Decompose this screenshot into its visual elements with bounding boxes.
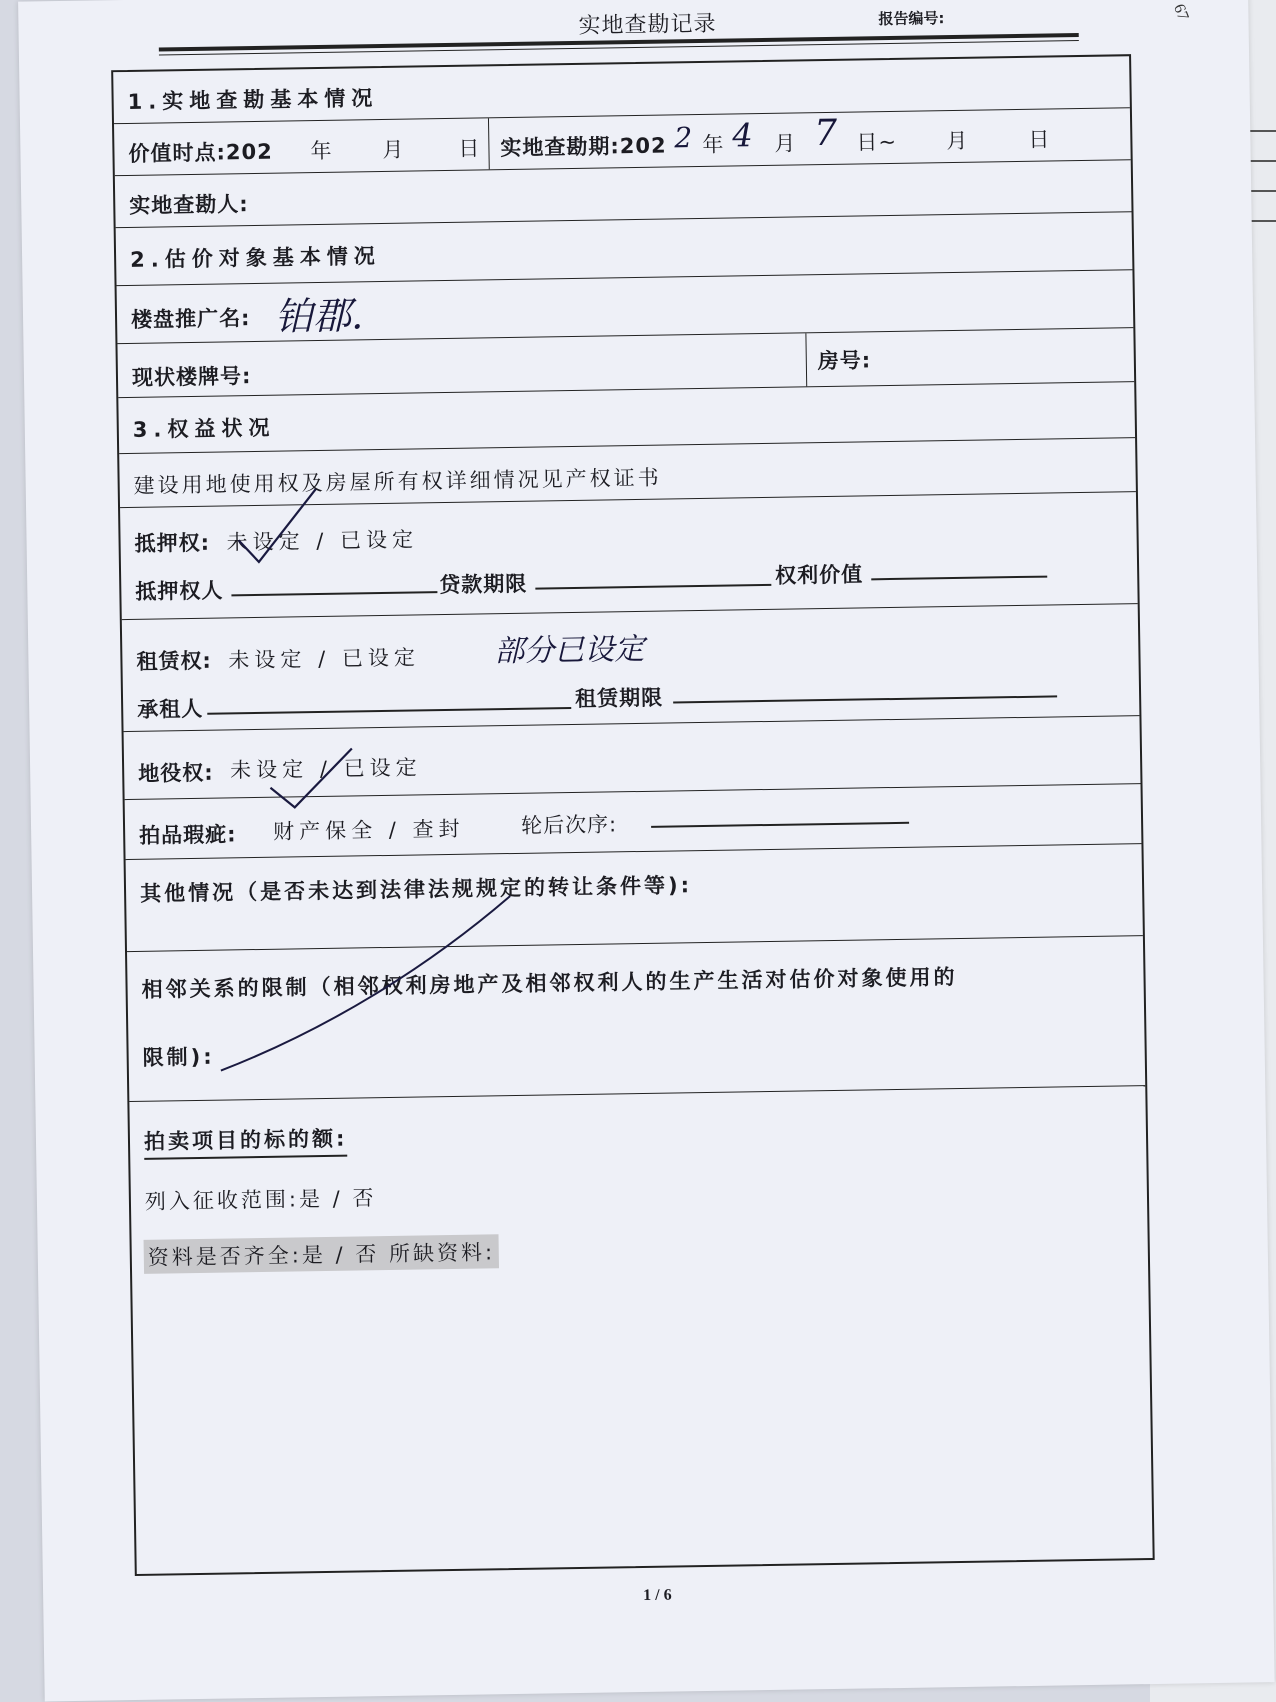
section-2-title: 2.估价对象基本情况 <box>129 243 381 272</box>
auction-target-label: 拍卖项目的标的额: <box>144 1123 348 1160</box>
section-1-title: 1.实地查勘基本情况 <box>127 86 379 114</box>
survey-form <box>111 54 1155 1576</box>
easement-label: 地役权: <box>138 760 214 786</box>
lessee-label: 承租人 <box>137 696 204 722</box>
survey-period-label: 实地查勘期:202 <box>500 133 667 161</box>
value-date-day: 日 <box>458 136 481 161</box>
survey-record-sheet <box>18 0 1275 1701</box>
section-3-title: 3.权益状况 <box>132 415 276 442</box>
documents-complete: 资料是否齐全:是 / 否 所缺资料: <box>144 1234 500 1274</box>
other-conditions-label: 其他情况（是否未达到法律法规规定的转让条件等): <box>139 873 693 906</box>
right-value-label: 权利价值 <box>774 562 864 588</box>
report-number-label: 报告编号: <box>878 9 945 29</box>
value-date-label: 价值时点:202 <box>128 139 273 166</box>
survey-day-handwritten: 7 <box>813 112 838 155</box>
survey-month-handwritten: 4 <box>731 116 753 155</box>
defect-options: 财产保全 / 查封 <box>272 816 465 844</box>
loan-term-label: 贷款期限 <box>439 571 528 598</box>
value-date-year: 年 <box>310 138 333 164</box>
survey-month: 月 <box>774 131 797 156</box>
defect-label: 拍品瑕疵: <box>139 822 237 848</box>
handwritten-checkmarks <box>113 56 1150 1172</box>
mortgage-checkmark <box>238 489 317 562</box>
neighbor-restriction-label-1: 相邻关系的限制（相邻权利房地产及相邻权利人的生产生活对估价对象使用的 <box>141 965 958 1002</box>
strike-through-slash <box>218 896 513 1071</box>
document-title: 实地查勘记录 <box>578 11 717 39</box>
expropriation-range: 列入征收范围:是 / 否 <box>144 1186 377 1214</box>
estate-name-label: 楼盘推广名: <box>130 306 251 332</box>
survey-year-handwritten: 2 <box>674 121 693 155</box>
surveyor-label: 实地查勘人: <box>129 192 249 218</box>
lease-label: 租赁权: <box>136 648 213 674</box>
lease-handwritten-note: 部分已设定 <box>494 631 645 670</box>
survey-end-month: 月 <box>946 128 969 154</box>
land-rights-text: 建设用地使用权及房屋所有权详细情况见产权证书 <box>133 465 662 498</box>
survey-end-day: 日 <box>1028 127 1051 152</box>
mortgage-label: 抵押权: <box>134 530 211 556</box>
document-header <box>158 0 1079 57</box>
mortgage-options: 未设定 / 已设定 <box>226 527 419 555</box>
page-number: 1 / 6 <box>643 1586 672 1605</box>
neighbor-restriction-label-2: 限制): <box>142 1044 215 1070</box>
easement-checkmark <box>270 749 353 808</box>
value-date-month: 月 <box>382 137 405 162</box>
room-number-label: 房号: <box>817 348 872 374</box>
estate-name-handwritten: 铂郡. <box>274 293 364 339</box>
lease-options: 未设定 / 已设定 <box>228 645 421 673</box>
building-number-label: 现状楼牌号: <box>131 364 252 390</box>
easement-options: 未设定 / 已设定 <box>229 755 422 783</box>
survey-day-to: 日~ <box>856 129 898 155</box>
mortgagee-label: 抵押权人 <box>135 578 224 604</box>
lease-term-label: 租赁期限 <box>574 685 664 711</box>
survey-year: 年 <box>702 132 725 157</box>
corner-number: 67 <box>1170 1 1192 23</box>
sequence-label: 轮后次序: <box>520 812 618 838</box>
